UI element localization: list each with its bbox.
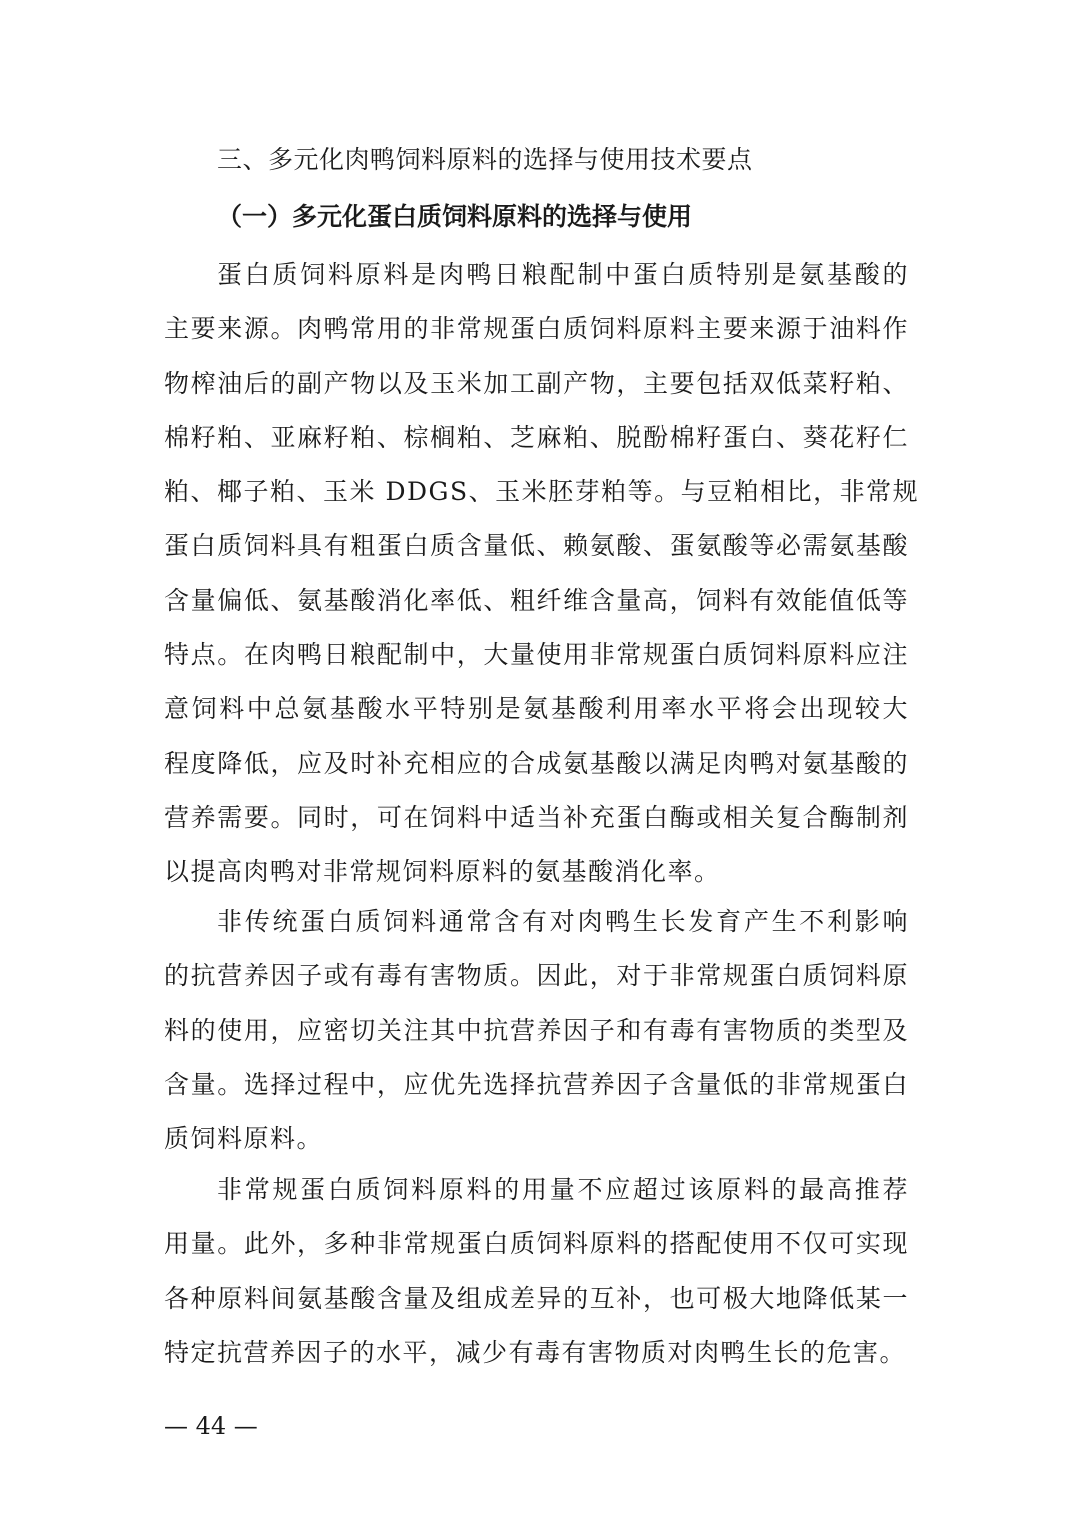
paragraph-line: 程度降低，应及时补充相应的合成氨基酸以满足肉鸭对氨基酸的 <box>164 748 909 778</box>
paragraph-line: 蛋白质饲料原料是肉鸭日粮配制中蛋白质特别是氨基酸的 <box>217 260 909 289</box>
paragraph-line: 主要来源。肉鸭常用的非常规蛋白质饲料原料主要来源于油料作 <box>164 314 909 344</box>
paragraph-usage-limits <box>164 1163 909 1380</box>
paragraph-line: 意饲料中总氨基酸水平特别是氨基酸利用率水平将会出现较大 <box>164 694 909 724</box>
paragraph-line: 非常规蛋白质饲料原料的用量不应超过该原料的最高推荐 <box>217 1175 909 1204</box>
paragraph-line: 以提高肉鸭对非常规饲料原料的氨基酸消化率。 <box>164 857 721 887</box>
subsection-heading: （一）多元化蛋白质饲料原料的选择与使用 <box>217 202 693 231</box>
paragraph-protein-sources <box>164 248 920 900</box>
paragraph-line: 特点。在肉鸭日粮配制中，大量使用非常规蛋白质饲料原料应注 <box>164 640 909 670</box>
paragraph-line: 用量。此外，多种非常规蛋白质饲料原料的搭配使用不仅可实现 <box>164 1229 909 1259</box>
paragraph-line: 料的使用，应密切关注其中抗营养因子和有毒有害物质的类型及 <box>164 1015 909 1045</box>
paragraph-line: 特定抗营养因子的水平，减少有毒有害物质对肉鸭生长的危害。 <box>164 1337 907 1367</box>
paragraph-line: 含量。选择过程中，应优先选择抗营养因子含量低的非常规蛋白 <box>164 1069 909 1099</box>
paragraph-line: 的抗营养因子或有毒有害物质。因此，对于非常规蛋白质饲料原 <box>164 961 909 991</box>
paragraph-line: 各种原料间氨基酸含量及组成差异的互补，也可极大地降低某一 <box>164 1283 909 1313</box>
paragraph-line: 棉籽粕、亚麻籽粕、棕榈粕、芝麻粕、脱酚棉籽蛋白、葵花籽仁 <box>164 422 909 452</box>
paragraph-anti-nutritional-factors <box>164 895 909 1166</box>
page-number: — 44 — <box>164 1412 258 1440</box>
section-heading: 三、多元化肉鸭饲料原料的选择与使用技术要点 <box>217 145 753 174</box>
paragraph-line: 蛋白质饲料具有粗蛋白质含量低、赖氨酸、蛋氨酸等必需氨基酸 <box>164 531 909 561</box>
paragraph-line: 质饲料原料。 <box>164 1124 324 1154</box>
paragraph-line: 物榨油后的副产物以及玉米加工副产物，主要包括双低菜籽粕、 <box>164 368 909 398</box>
paragraph-line: 非传统蛋白质饲料通常含有对肉鸭生长发育产生不利影响 <box>217 907 909 936</box>
paragraph-line: 营养需要。同时，可在饲料中适当补充蛋白酶或相关复合酶制剂 <box>164 802 909 832</box>
paragraph-line: 粕、椰子粕、玉米 DDGS、玉米胚芽粕等。与豆粕相比，非常规 <box>164 477 920 507</box>
paragraph-line: 含量偏低、氨基酸消化率低、粗纤维含量高，饲料有效能值低等 <box>164 585 909 615</box>
